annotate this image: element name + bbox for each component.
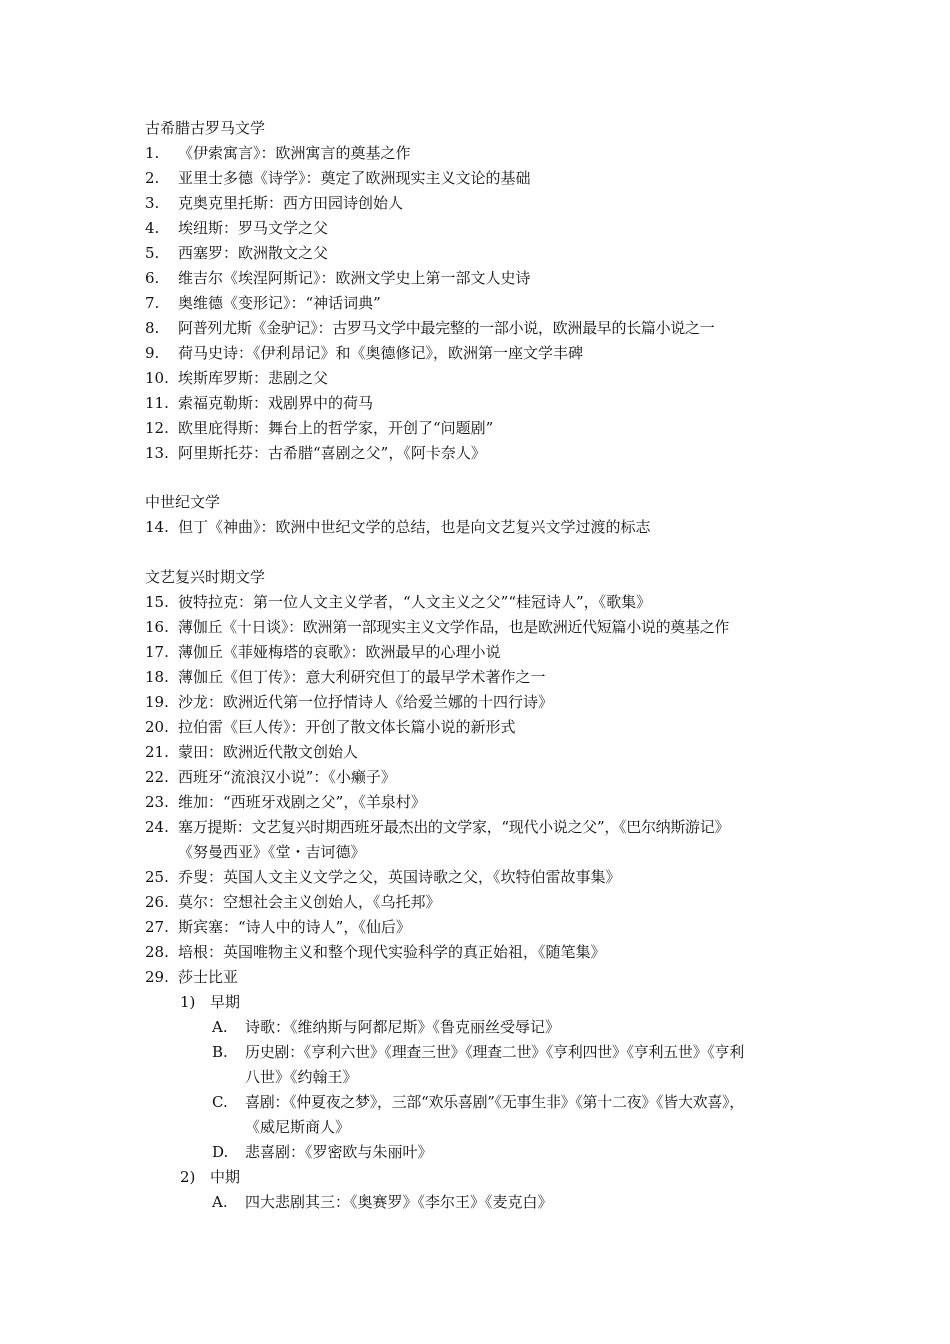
list-item-number: 8. <box>145 319 160 337</box>
list-item-number: 19. <box>145 693 169 711</box>
list-item-number: 2. <box>145 169 160 187</box>
section-heading: 中世纪文学 <box>145 493 221 511</box>
sublist-letter: B. <box>212 1043 228 1061</box>
list-item-text: 薄伽丘《菲娅梅塔的哀歌》：欧洲最早的心理小说 <box>178 643 501 661</box>
list-item-number: 25. <box>145 868 169 886</box>
list-item-continuation: 《努曼西亚》《堂・吉诃德》 <box>178 843 366 861</box>
sublist-number: 2) <box>180 1168 196 1186</box>
list-item-text: 克奥克里托斯：西方田园诗创始人 <box>178 194 404 212</box>
list-item-text: 荷马史诗：《伊利昂记》和《奥德修记》，欧洲第一座文学丰碑 <box>178 344 584 362</box>
list-item-text: 埃纽斯：罗马文学之父 <box>178 219 329 237</box>
list-item-text: 莫尔：空想社会主义创始人，《乌托邦》 <box>178 893 441 911</box>
sublist-letter: A. <box>212 1018 228 1036</box>
list-item-number: 22. <box>145 768 169 786</box>
list-item-text: 薄伽丘《十日谈》：欧洲第一部现实主义文学作品，也是欧洲近代短篇小说的奠基之作 <box>178 618 730 636</box>
list-item-text: 欧里庇得斯：舞台上的哲学家，开创了“问题剧” <box>178 419 494 437</box>
list-item-text: 西塞罗：欧洲散文之父 <box>178 244 329 262</box>
sublist-number: 1) <box>180 993 196 1011</box>
list-item-text: 索福克勒斯：戏剧界中的荷马 <box>178 394 374 412</box>
sublist-item-text: 历史剧：《亨利六世》《理查三世》《理查二世》《亨利四世》《亨利五世》《亨利 <box>245 1043 744 1061</box>
list-item-number: 5. <box>145 244 160 262</box>
sublist-label: 早期 <box>210 993 241 1011</box>
list-item-text: 沙龙：欧洲近代第一位抒情诗人《给爱兰娜的十四行诗》 <box>178 693 554 711</box>
sublist-item-continuation: 八世》《约翰王》 <box>245 1068 358 1086</box>
list-item-number: 9. <box>145 344 160 362</box>
list-item-number: 14. <box>145 518 169 536</box>
list-item-number: 4. <box>145 219 160 237</box>
list-item-text: 亚里士多德《诗学》：奠定了欧洲现实主义文论的基础 <box>178 169 531 187</box>
list-item-number: 1. <box>145 144 160 162</box>
list-item-text: 阿普列尤斯《金驴记》：古罗马文学中最完整的一部小说，欧洲最早的长篇小说之一 <box>178 319 715 337</box>
sublist-item-text: 悲喜剧：《罗密欧与朱丽叶》 <box>245 1143 433 1161</box>
list-item-text: 埃斯库罗斯：悲剧之父 <box>178 369 329 387</box>
list-item-text: 维吉尔《埃涅阿斯记》：欧洲文学史上第一部文人史诗 <box>178 269 531 287</box>
sublist-letter: C. <box>212 1093 228 1111</box>
list-item-text: 莎士比亚 <box>178 968 239 986</box>
list-item-number: 13. <box>145 444 169 462</box>
sublist-label: 中期 <box>210 1168 241 1186</box>
list-item-number: 28. <box>145 943 169 961</box>
list-item-text: 塞万提斯：文艺复兴时期西班牙最杰出的文学家，“现代小说之父”，《巴尔纳斯游记》 <box>178 818 730 836</box>
list-item-text: 乔叟：英国人文主义文学之父，英国诗歌之父，《坎特伯雷故事集》 <box>178 868 621 886</box>
list-item-text: 西班牙“流浪汉小说”：《小癞子》 <box>178 768 396 786</box>
list-item-text: 薄伽丘《但丁传》：意大利研究但丁的最早学术著作之一 <box>178 668 546 686</box>
list-item-text: 培根：英国唯物主义和整个现代实验科学的真正始祖，《随笔集》 <box>178 943 606 961</box>
list-item-text: 但丁《神曲》：欧洲中世纪文学的总结，也是向文艺复兴文学过渡的标志 <box>178 518 651 536</box>
sublist-item-text: 诗歌：《维纳斯与阿都尼斯》《鲁克丽丝受辱记》 <box>245 1018 561 1036</box>
list-item-number: 3. <box>145 194 160 212</box>
list-item-number: 11. <box>145 394 169 412</box>
list-item-number: 26. <box>145 893 169 911</box>
list-item-text: 维加：“西班牙戏剧之父”，《羊泉村》 <box>178 793 426 811</box>
list-item-number: 17. <box>145 643 169 661</box>
list-item-text: 阿里斯托芬：古希腊“喜剧之父”，《阿卡奈人》 <box>178 444 486 462</box>
sublist-item-text: 喜剧：《仲夏夜之梦》，三部“欢乐喜剧”《无事生非》《第十二夜》《皆大欢喜》， <box>245 1093 744 1111</box>
list-item-number: 29. <box>145 968 169 986</box>
list-item-text: 奥维德《变形记》：“神话词典” <box>178 294 381 312</box>
list-item-number: 6. <box>145 269 160 287</box>
list-item-number: 18. <box>145 668 169 686</box>
list-item-number: 20. <box>145 718 169 736</box>
list-item-number: 24. <box>145 818 169 836</box>
list-item-text: 彼特拉克：第一位人文主义学者，“人文主义之父”“桂冠诗人”，《歌集》 <box>178 593 652 611</box>
section-heading: 古希腊古罗马文学 <box>145 119 266 137</box>
sublist-item-continuation: 《威尼斯商人》 <box>245 1118 351 1136</box>
list-item-number: 16. <box>145 618 169 636</box>
list-item-text: 斯宾塞：“诗人中的诗人”，《仙后》 <box>178 918 411 936</box>
sublist-letter: A. <box>212 1193 228 1211</box>
list-item-number: 7. <box>145 294 160 312</box>
list-item-number: 12. <box>145 419 169 437</box>
list-item-text: 《伊索寓言》：欧洲寓言的奠基之作 <box>178 144 411 162</box>
sublist-item-text: 四大悲剧其三：《奥赛罗》《李尔王》《麦克白》 <box>245 1193 553 1211</box>
list-item-number: 10. <box>145 369 169 387</box>
list-item-number: 21. <box>145 743 169 761</box>
list-item-number: 15. <box>145 593 169 611</box>
list-item-text: 蒙田：欧洲近代散文创始人 <box>178 743 359 761</box>
list-item-text: 拉伯雷《巨人传》：开创了散文体长篇小说的新形式 <box>178 718 516 736</box>
list-item-number: 23. <box>145 793 169 811</box>
list-item-number: 27. <box>145 918 169 936</box>
sublist-letter: D. <box>212 1143 229 1161</box>
section-heading: 文艺复兴时期文学 <box>145 568 266 586</box>
